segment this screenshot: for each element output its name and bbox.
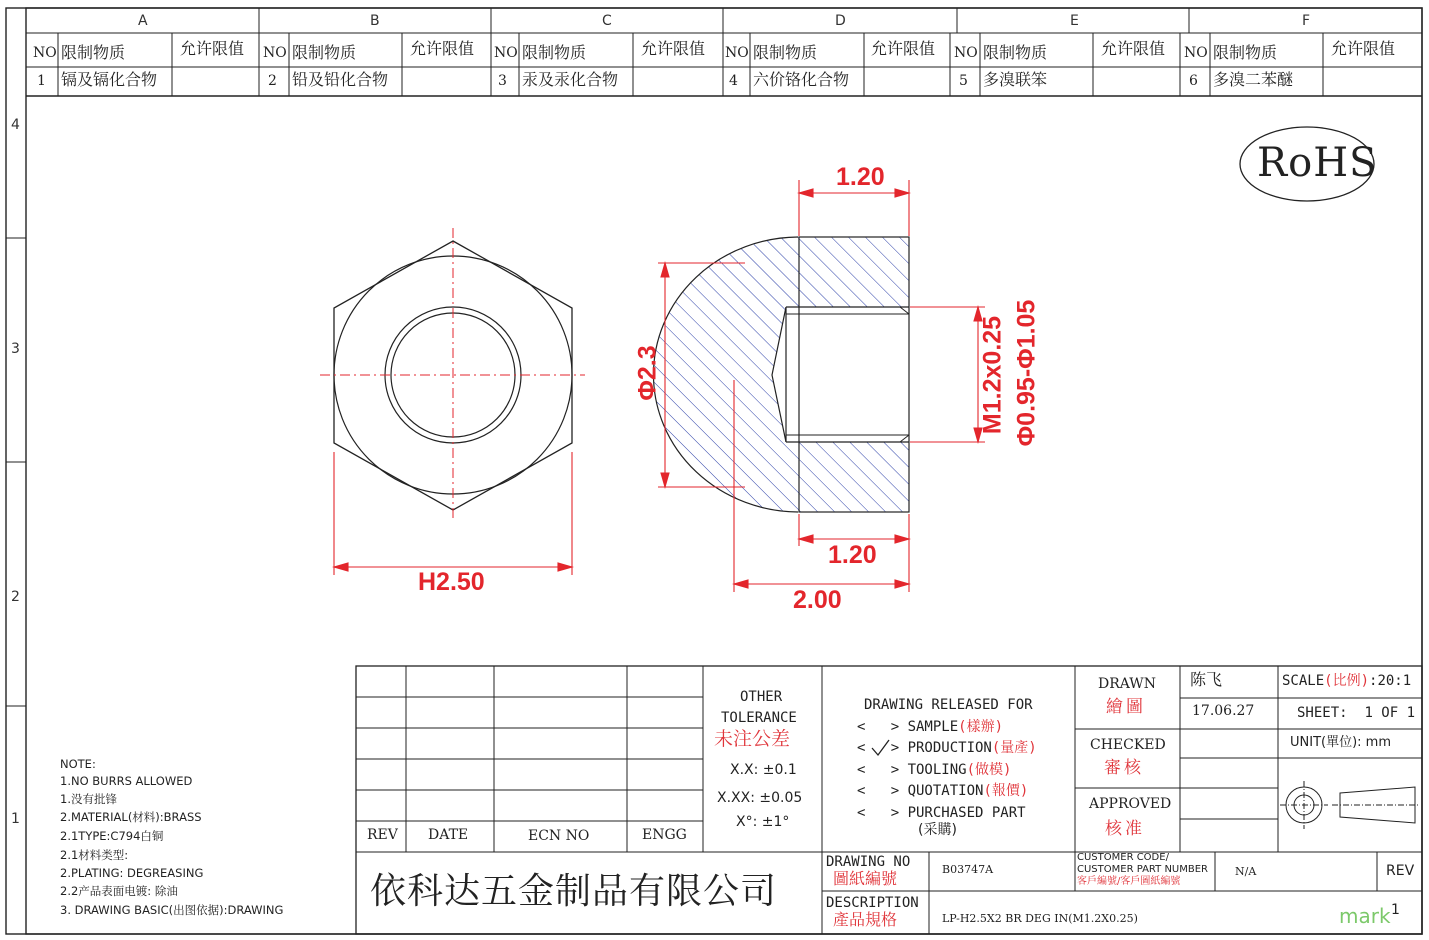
zone-row-1: 1 (11, 811, 20, 827)
watermark: mark (1339, 904, 1391, 928)
item-name: 镉及镉化合物 (61, 70, 158, 89)
col-no-label: NO (33, 45, 57, 61)
checked-label-cn: 審核 (1104, 758, 1144, 778)
zone-col-f: F (1302, 13, 1311, 29)
col-limit-label: 允许限值 (410, 39, 475, 58)
drawing-no-label: DRAWING NO (826, 854, 911, 870)
scale-value: :20:1 (1369, 673, 1412, 689)
rev-header: REV (367, 827, 398, 843)
col-limit-label: 允许限值 (180, 39, 245, 58)
option-label: TOOLING (907, 762, 967, 778)
unit-value: : mm (1357, 735, 1392, 750)
col-substance-label: 限制物质 (1213, 43, 1278, 62)
hex-view (320, 228, 585, 522)
col-substance-label: 限制物质 (61, 43, 126, 62)
release-option-sample[interactable]: < > SAMPLE(樣辦) (857, 719, 1004, 735)
company-name: 依科达五金制品有限公司 (370, 871, 778, 912)
drawn-label-cn: 繪圖 (1106, 697, 1146, 717)
zone-col-d: D (835, 13, 846, 29)
release-option-purchased[interactable]: < > PURCHASED PART (857, 805, 1026, 821)
col-limit-label: 允许限值 (1331, 39, 1396, 58)
item-name: 多溴联笨 (983, 70, 1048, 89)
drawn-name: 陈飞 (1190, 670, 1223, 689)
item-name: 六价铬化合物 (753, 70, 850, 89)
tolerance-title-cn: 未注公差 (714, 728, 791, 750)
date-header: DATE (428, 827, 469, 843)
section-view (653, 237, 909, 512)
unit-label: UNIT (1290, 735, 1322, 750)
item-no: 3 (498, 73, 507, 89)
drawn-label: DRAWN (1098, 676, 1156, 692)
option-label-cn: (報價) (983, 783, 1029, 799)
unit-field (1290, 736, 1391, 749)
note-line: NOTE: (60, 757, 96, 771)
dim-bore: Φ0.95-Φ1.05 (1012, 299, 1041, 447)
option-label-cn: (量產) (991, 740, 1037, 756)
option-label: QUOTATION (907, 783, 984, 799)
col-no-label: NO (263, 45, 287, 61)
item-name: 铅及铅化合物 (292, 70, 389, 89)
note-line: 2.2产品表面电镀: 除油 (60, 884, 178, 898)
zone-col-a: A (138, 13, 148, 29)
footer-number: 1 (1391, 902, 1400, 918)
note-line: 3. DRAWING BASIC(出图依据):DRAWING (60, 903, 284, 917)
item-name: 多溴二苯醚 (1213, 70, 1294, 89)
col-limit-label: 允许限值 (871, 39, 936, 58)
col-no-label: NO (1184, 45, 1208, 61)
scale-field (1282, 674, 1411, 688)
dim-top-width: 1.20 (836, 163, 885, 191)
customer-label-cn: 客戶編號/客戶圖紙編號 (1077, 876, 1181, 887)
release-purchased-cn: (采購) (918, 822, 957, 838)
item-name: 汞及汞化合物 (522, 70, 619, 89)
note-line: 2.PLATING: DEGREASING (60, 866, 204, 880)
sheet-label: SHEET: (1297, 705, 1348, 721)
customer-pn-label: CUSTOMER PART NUMBER (1077, 864, 1208, 875)
dim-thread: M1.2x0.25 (978, 315, 1007, 435)
tolerance-xx: X.X: ±0.1 (730, 762, 797, 778)
unit-label-cn: (單位) (1321, 735, 1358, 750)
note-line: 2.1材料类型: (60, 848, 129, 862)
release-option-tooling[interactable]: < > TOOLING(做模) (857, 762, 1012, 778)
tolerance-title-2: TOLERANCE (721, 710, 797, 726)
release-option-quotation[interactable]: < > QUOTATION(報價) (857, 783, 1029, 799)
customer-rev-label: REV (1386, 863, 1415, 879)
col-no-label: NO (494, 45, 518, 61)
description-label: DESCRIPTION (826, 895, 919, 911)
checked-label: CHECKED (1090, 737, 1166, 753)
drawing-no-value: B03747A (942, 863, 994, 876)
item-no: 2 (268, 73, 277, 89)
dim-bottom-width: 1.20 (828, 541, 877, 569)
col-no-label: NO (954, 45, 978, 61)
option-label: PRODUCTION (907, 740, 992, 756)
sheet-value: 1 OF 1 (1364, 705, 1416, 721)
customer-code-label: CUSTOMER CODE/ (1077, 852, 1169, 863)
engg-header: ENGG (642, 827, 687, 843)
description-value: LP-H2.5X2 BR DEG IN(M1.2X0.25) (942, 912, 1138, 925)
customer-value: N/A (1235, 865, 1257, 878)
zone-row-3: 3 (11, 341, 20, 357)
projection-symbol (1280, 781, 1420, 829)
rohs-logo: RoHS (1257, 140, 1378, 186)
item-no: 5 (959, 73, 968, 89)
approved-label: APPROVED (1089, 796, 1172, 812)
zone-row-4: 4 (11, 117, 20, 133)
tolerance-xxx: X.XX: ±0.05 (717, 790, 803, 806)
item-no: 6 (1189, 73, 1198, 89)
col-limit-label: 允许限值 (1101, 39, 1166, 58)
option-label-cn: (做模) (966, 762, 1012, 778)
item-no: 1 (37, 73, 46, 89)
option-label-cn: (樣辦) (958, 719, 1004, 735)
note-line: 1.NO BURRS ALLOWED (60, 774, 193, 788)
drawing-no-label-cn: 圖紙編號 (833, 869, 898, 888)
item-no: 4 (729, 73, 738, 89)
col-substance-label: 限制物质 (522, 43, 587, 62)
dim-dome-diameter: Φ2.3 (633, 345, 662, 401)
col-no-label: NO (725, 45, 749, 61)
scale-label-cn: (比例) (1324, 673, 1370, 689)
drawn-date: 17.06.27 (1192, 703, 1255, 719)
note-line: 2.1TYPE:C794白铜 (60, 829, 164, 843)
col-substance-label: 限制物质 (983, 43, 1048, 62)
col-limit-label: 允许限值 (641, 39, 706, 58)
sheet-field (1297, 706, 1415, 720)
note-line: 2.MATERIAL(材料):BRASS (60, 810, 202, 824)
tolerance-title-1: OTHER (740, 689, 783, 705)
tolerance-angle: X°: ±1° (736, 814, 790, 830)
release-option-production[interactable]: < > PRODUCTION(量產) (857, 740, 1037, 756)
zone-col-c: C (602, 13, 612, 29)
ecn-header: ECN NO (528, 828, 590, 844)
dim-hex: H2.50 (418, 568, 485, 596)
zone-col-b: B (370, 13, 380, 29)
release-title: DRAWING RELEASED FOR (864, 697, 1033, 713)
approved-label-cn: 核准 (1105, 819, 1145, 839)
note-line: 1.没有批锋 (60, 792, 117, 806)
dim-overall-length: 2.00 (793, 586, 842, 614)
option-label: SAMPLE (907, 719, 959, 735)
scale-label: SCALE (1282, 673, 1325, 689)
col-substance-label: 限制物质 (753, 43, 818, 62)
zone-col-e: E (1070, 13, 1079, 29)
description-label-cn: 產品規格 (833, 910, 898, 929)
col-substance-label: 限制物质 (292, 43, 357, 62)
zone-row-2: 2 (11, 589, 20, 605)
option-label: PURCHASED PART (907, 805, 1026, 821)
